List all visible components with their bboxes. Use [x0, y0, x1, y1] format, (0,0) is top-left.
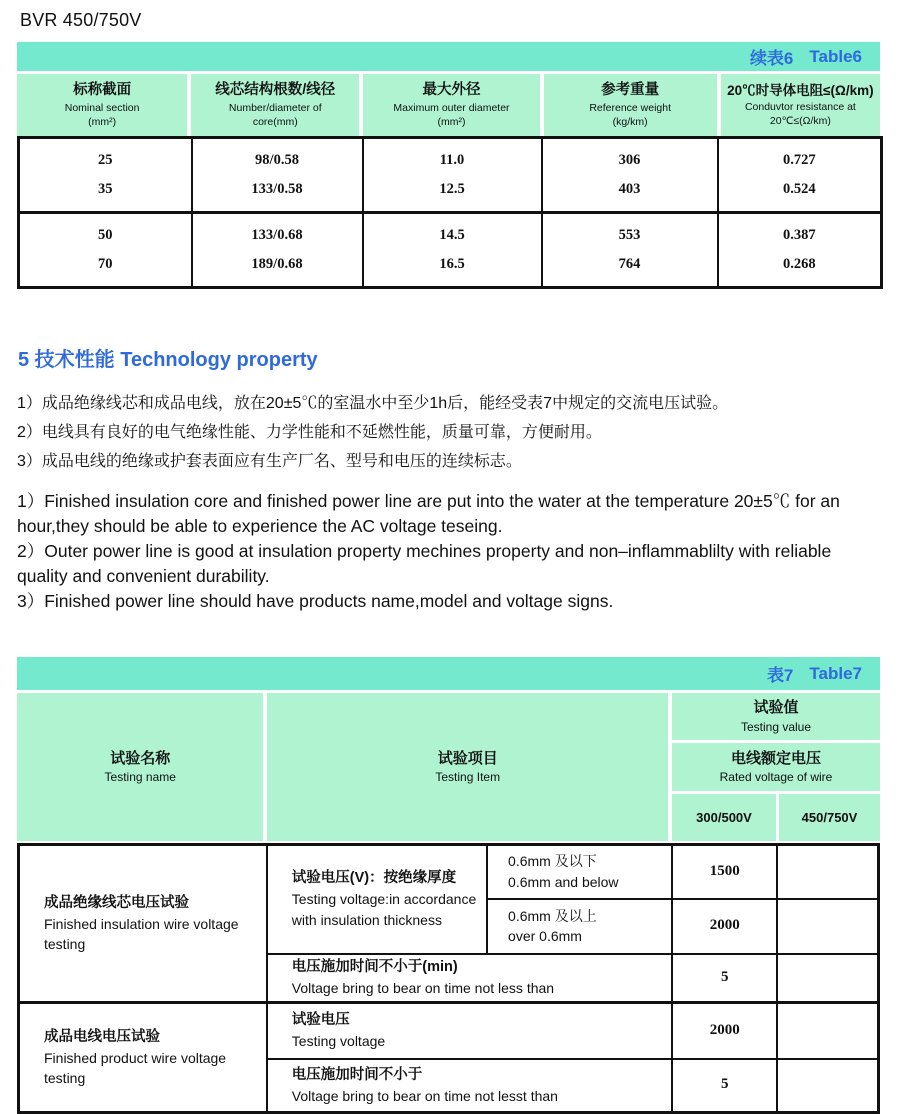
cell-cn: 成品电线电压试验: [44, 1028, 160, 1045]
cell-block1-name: [19, 845, 267, 1003]
cell-cn: 0.6mm 及以上: [508, 907, 597, 924]
cell-sub2: [487, 899, 672, 954]
cell-cn: 成品绝缘线芯电压试验: [44, 894, 189, 911]
header-en: Nominal section: [64, 101, 140, 114]
cell-nominal: 35: [98, 181, 113, 197]
table-row: [19, 1003, 879, 1059]
header-unit: (mm²): [88, 115, 117, 128]
header-cn: 线芯结构根数/线径: [215, 82, 336, 99]
table6-data: [17, 136, 883, 289]
en-item-2: 2）Outer power line is good at insulation property mechines property and non–inflammablilty with reliable quality and convenient durability.: [17, 541, 832, 586]
cell-cn: 电压施加时间不小于(min): [291, 959, 458, 976]
header-en: Testing name: [104, 770, 176, 785]
cell-diameter: 11.0: [363, 138, 542, 176]
header-unit: (mm²): [437, 115, 466, 128]
section5-en-list: [17, 489, 880, 614]
cell-item1: [267, 845, 487, 954]
cell-cn: 试验电压(V)：按绝缘厚度: [291, 870, 457, 887]
cell-diameter: 12.5: [363, 175, 542, 213]
table-row: [19, 250, 882, 288]
cell-row5-item: [267, 1059, 672, 1113]
cell-weight: 306: [542, 138, 718, 176]
cell-value-450: [777, 1003, 878, 1059]
cell-diameter: 14.5: [363, 213, 542, 251]
header-en: Rated voltage of wire: [719, 770, 833, 785]
cell-en: Voltage bring to bear on time not less than: [291, 980, 555, 997]
table7-header-testing-name: [17, 693, 263, 841]
table7-header-450-750v: 450/750V: [779, 794, 880, 841]
table7-header-testing-value: [672, 693, 880, 740]
table7-header-value-block: [672, 693, 880, 841]
section5-heading: 5 技术性能 Technology property: [18, 349, 318, 371]
header-en: Number/diameter of: [228, 101, 322, 114]
cell-value-450: [777, 954, 878, 1003]
header-cn: 20℃时导体电阻≤(Ω/km): [727, 82, 874, 98]
table7-caption-en: Table7: [809, 663, 862, 683]
table7-caption-cn: 表7: [766, 666, 794, 685]
table6-group-2: [19, 213, 882, 288]
header-unit: 20℃≤(Ω/km): [769, 115, 831, 128]
section5-cn-list: [17, 389, 880, 476]
header-en: Testing Item: [435, 770, 501, 785]
cell-en: over 0.6mm: [508, 928, 582, 944]
cell-resistance: 0.727: [718, 138, 882, 176]
cell-resistance: 0.387: [718, 213, 882, 251]
table-row: [19, 213, 882, 251]
en-item-1: 1）Finished insulation core and finished power line are put into the water at the temperature 20±5℃ for an hour,they should be able to experience the AC voltage teseing.: [17, 491, 840, 536]
header-cn: 试验项目: [437, 750, 498, 768]
page-title: BVR 450/750V: [20, 10, 142, 30]
cell-resistance: 0.524: [718, 175, 882, 213]
cell-en: Testing voltage:in accordance: [291, 891, 477, 908]
cell-core: 189/0.68: [192, 250, 363, 288]
cell-en: 0.6mm and below: [508, 873, 619, 890]
cell-value-450: [777, 845, 878, 899]
table6-header-max-diameter: [363, 74, 539, 136]
cell-value-300: 5: [672, 954, 777, 1003]
cn-item-1: 1）成品绝缘线芯和成品电线，放在20±5℃的室温水中至少1h后，能经受表7中规定的交流电压试验。: [17, 395, 729, 412]
header-en: Testing value: [740, 719, 812, 734]
cn-item-2: 2）电线具有良好的电气绝缘性能、力学性能和不延燃性能，质量可靠，方便耐用。: [17, 424, 602, 441]
table7-data: [17, 843, 880, 1114]
en-item-3: 3）Finished power line should have products name,model and voltage signs.: [17, 591, 614, 611]
cell-en: Finished product wire voltage testing: [44, 1049, 227, 1086]
header-cn: 电线额定电压: [730, 749, 821, 767]
table6-caption-en: Table6: [809, 46, 862, 66]
table-row: [19, 175, 882, 213]
table7-header: [17, 693, 880, 841]
header-en: Maximum outer diameter: [393, 101, 510, 114]
cell-en: Finished insulation wire voltage testing: [44, 915, 239, 952]
cell-value-450: [777, 899, 878, 954]
cell-cn: 0.6mm 及以下: [508, 853, 597, 870]
cell-diameter: 16.5: [363, 250, 542, 288]
table6-header-core-structure: [191, 74, 359, 136]
header-unit: core(mm): [252, 115, 298, 128]
cell-value-300: 2000: [672, 1003, 777, 1059]
cell-resistance: 0.268: [718, 250, 882, 288]
table6-header-nominal-section: [17, 74, 187, 136]
cell-core: 133/0.68: [192, 213, 363, 251]
page-content: [17, 0, 880, 1114]
table7-header-rated-voltage: [672, 743, 880, 790]
cell-weight: 403: [542, 175, 718, 213]
cell-cn: 试验电压: [291, 1012, 350, 1029]
table6-caption-cn: 续表6: [749, 49, 794, 68]
table7-caption-band: [17, 657, 880, 690]
cn-item-3: 3）成品电线的绝缘或护套表面应有生产厂名、型号和电压的连续标志。: [17, 453, 522, 470]
cell-value-300: 5: [672, 1059, 777, 1113]
header-cn: 试验值: [753, 699, 799, 717]
table7-header-testing-item: [267, 693, 668, 841]
cell-weight: 764: [542, 250, 718, 288]
table6-header-conductor-resistance: [721, 74, 880, 136]
cell-core: 98/0.58: [192, 138, 363, 176]
header-en: Reference weight: [589, 101, 672, 114]
cell-row3-item: [267, 954, 672, 1003]
cell-value-450: [777, 1059, 878, 1113]
table6-caption-band: [17, 42, 880, 71]
table7-header-300-500v: 300/500V: [672, 794, 776, 841]
cell-row4-item: [267, 1003, 672, 1059]
cell-en: Testing voltage: [291, 1033, 386, 1050]
header-cn: 标称截面: [73, 82, 132, 99]
cell-nominal: 25: [98, 152, 113, 168]
header-cn: 最大外径: [422, 82, 481, 99]
cell-cn: 电压施加时间不小于: [291, 1066, 423, 1083]
cell-en: Voltage bring to bear on time not lesst than: [291, 1087, 558, 1104]
cell-en: with insulation thickness: [291, 911, 442, 928]
table6-group-1: [19, 138, 882, 213]
header-cn: 试验名称: [110, 750, 171, 768]
header-unit: (kg/km): [612, 115, 648, 128]
cell-weight: 553: [542, 213, 718, 251]
table7-header-voltage-columns: [672, 794, 880, 841]
cell-nominal: 70: [98, 256, 113, 272]
cell-value-300: 2000: [672, 899, 777, 954]
header-en: Conduvtor resistance at: [744, 100, 856, 113]
cell-sub1: [487, 845, 672, 899]
header-cn: 参考重量: [601, 82, 660, 99]
table6-header-reference-weight: [544, 74, 717, 136]
cell-value-300: 1500: [672, 845, 777, 899]
cell-core: 133/0.58: [192, 175, 363, 213]
cell-nominal: 50: [98, 227, 113, 243]
table-row: [19, 845, 879, 899]
table6-header-row: [17, 74, 880, 136]
table-row: [19, 138, 882, 176]
cell-block2-name: [19, 1003, 267, 1113]
